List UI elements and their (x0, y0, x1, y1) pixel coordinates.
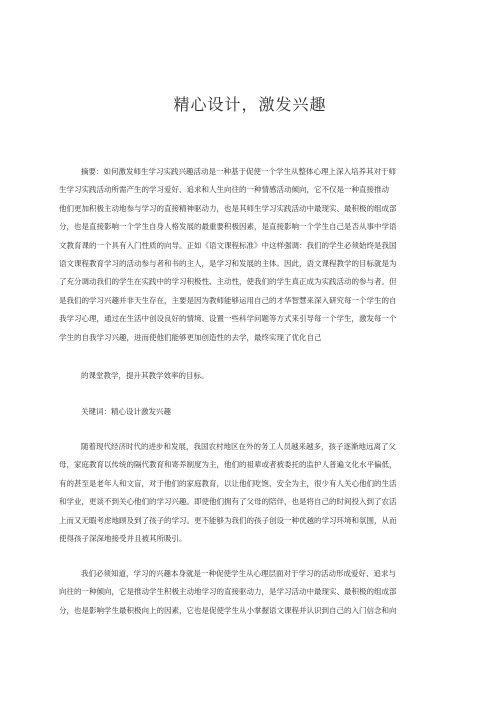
paragraph-line: 使得孩子深深地接受并且被其所吸引。 (59, 533, 187, 543)
abstract-tail-line: 的课堂教学，提升其教学效率的目标。 (81, 371, 209, 380)
paragraph-line: 有的甚至是老年人和文盲，对于他们的家庭教育，以让他们吃饱、安全为主，很少有人关心他们的生活 (59, 478, 397, 488)
abstract-line: 学生的自我学习兴趣，进而使他们能够更加创造性的去学，最终实现了优化自己 (59, 332, 322, 342)
paragraph-line: 向往的一种倾向，它是推动学生积极主动地学习的直接驱动力，是学习活动中最现实、最积极的组成部 (59, 587, 397, 597)
abstract-line: 分，也是直接影响一个学生自身人格发展的最重要积极因素，是直接影响一个学生自己是否从事中学语 (59, 222, 397, 232)
paragraph-line: 随着现代经济时代的进步和发展，我国农村地区在外的务工人员越来越多，孩子逐渐地远离了父 (81, 442, 396, 451)
document-title: 精心设计，激发兴趣 (173, 95, 327, 114)
abstract-line: 文教育课的一个具有入门性质的向导。正如《语文课程标准》中这样强调：我们的学生必须始终是我国 (59, 240, 397, 250)
paragraph-line: 分，也是影响学生最积极向上的因素，它也是促使学生从小掌握语文课程并认识到自己的入门信念和向 (59, 605, 397, 615)
body-paragraph-2 (59, 565, 442, 620)
paragraph-line: 我们必须知道，学习的兴趣本身就是一种促使学生从心理层面对于学习的活动形成爱好、追求与 (81, 569, 396, 578)
abstract-line: 他们更加积极主动地参与学习的直接精神驱动力，也是其师生学习实践活动中最现实、最积极的组成部 (59, 203, 397, 213)
keywords-line: 关键词：精心设计激发兴趣 (81, 407, 171, 416)
abstract-line: 我学习心理，通过在生活中创设良好的情境、设置一些科学问题等方式来引导每一个学生，激发每一个 (59, 314, 397, 324)
abstract-line: 是我们的学习兴趣并非天生存在，主要是因为教师能够运用自己的才华智慧来深入研究每一个学生的自 (59, 295, 397, 305)
keywords-paragraph (59, 403, 442, 421)
abstract-line: 语文课程教育学习的活动参与者和书的主人，是学习和发展的主体。因此，语文课程教学的目标就是为 (59, 258, 397, 268)
paragraph-line: 上而又无暇考虑地顾及到了孩子的学习。更不能够为我们的孩子创设一种优越的学习环境和氛围，从而 (59, 515, 397, 525)
abstract-line: 了充分调动我们的学生在实践中的学习积极性、主动性，使我们的学生真正成为实践活动的参与者。但 (59, 277, 397, 287)
abstract-paragraph (59, 163, 442, 347)
body-paragraph-1 (59, 438, 442, 548)
paragraph-line: 母，家庭教育以传统的隔代教育和寄养制度为主，他们的祖辈或者被委托的监护人普遍文化水平偏低， (59, 460, 397, 470)
abstract-tail-paragraph (59, 367, 442, 385)
abstract-line: 生学习实践活动所需产生的学习爱好、追求和人生向往的一种情感活动倾向，它不仅是一种直接推动 (59, 185, 389, 195)
paragraph-line: 和学业，更谈不到关心他们的学习兴趣。即使他们拥有了父母的陪伴，也是将自己的时间投入到了农活 (59, 497, 397, 507)
abstract-line: 摘要：如何激发师生学习实践兴趣活动是一种基于促使一个学生从整体心理上深入培养其对于师 (81, 167, 396, 176)
